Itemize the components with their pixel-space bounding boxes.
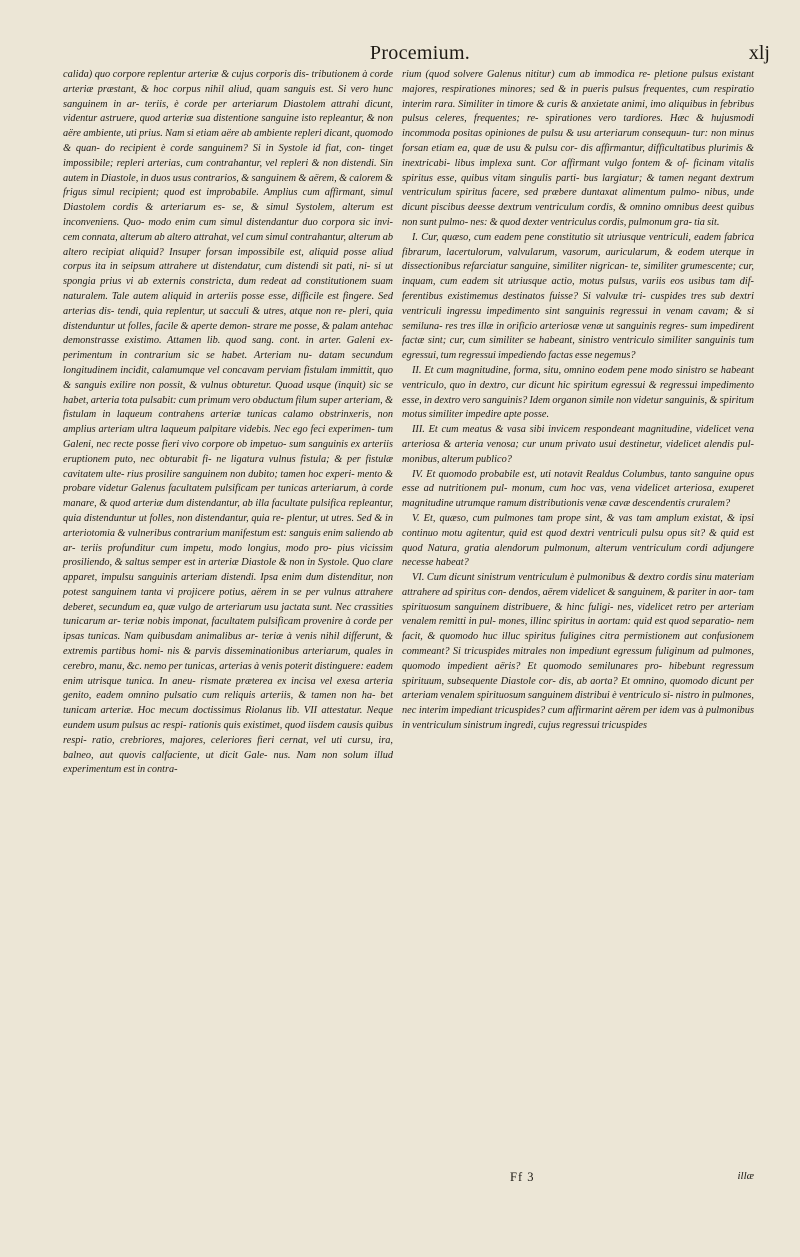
right-column-paragraph: II. Et cum magnitudine, forma, situ, omnino eodem pene modo sinistro se habeant ventriculo, quo in dextro, cur dicunt hic spiritum egressui & regressui impedimento esse, in dextro vero sanguinis? Idem organon simile non videtur sanguinis, & spiritum motus similiter impedire apte posse. xyxy=(402,364,754,421)
page-footer xyxy=(402,1170,754,1188)
right-column-paragraph: V. Et, quæso, cum pulmones tam prope sint, & vas tam amplum existat, & ipsi continuo motu agitentur, quid est quod dextri ventriculi pulsu opus sit? & quid est quod Natura, gratia alendorum pulmonum, alterum ventriculum cordi adjungere necesse habeat? xyxy=(402,512,754,569)
left-column xyxy=(63,68,393,778)
right-column-paragraph: VI. Cum dicunt sinistrum ventriculum è pulmonibus & dextro cordis sinu materiam attrahere ad spiritus con- dendos, aërem videlicet & sanguinem, & pariter in aor- tam spirituosum sanguinem distribuere, & hinc fuligi- nes, videlicet retro per arteriam venalem remitti in pul- mones, illinc spiritus in aortam: quid est quod separatio- nem facit, & quomodo huc illuc spiritus fuligines citra permistionem aut confusionem commeant? Si tricuspides mitrales non impediunt egressum fuliginum ad pulmones, quomodo impedient aëris? Et quomodo semilunares pro- hibebunt regressum spirituum, subsequente Diastole cor- dis, ab aorta? Et omnino, quomodo dicunt per arteriam venalem spirituosum sanguinem distribui è ventriculo si- nistro in pulmones, nec interim impediant tricuspides? cum affirmarint aërem per idem vas à pulmonibus in ventriculum sinistrum ingredi, cujus regressui tricuspides xyxy=(402,572,754,732)
right-column-paragraph: I. Cur, quæso, cum eadem pene constitutio sit utriusque ventriculi, eadem fabrica fibrarum, lacertulorum, valvularum, vasorum, auricularum, & eodem uterque in dissectionibus refarciatur sanguine, similiter nigrican- te, similiter grumescente; cur, inquam, cum eadem sit utriusque actio, motus pulsus, variis eos usibus tam dif- ferentibus existimemus destinatos fuisse? Si valvulæ tri- cuspides tres sub dextri ventriculi ingressu impedimento sint sanguinis regressui in venam cavam; & si semiluna- res tres illæ in orificio arteriosæ venæ ut sanguinis regres- sum impedirent factæ sint; cur, cum similiter se habeant, sinistro ventriculo similiter sanguinis tum egressui, tum regressui impediendo factas esse negemus? xyxy=(402,231,754,362)
right-column xyxy=(402,68,754,734)
page-header xyxy=(70,42,770,64)
running-title: Procemium. xyxy=(369,42,471,64)
right-column-paragraph: IV. Et quomodo probabile est, uti notavit Realdus Columbus, tanto sanguine opus esse ad nutritionem pul- monum, cum hoc vas, vena videlicet arteriosa, exuperet magnitudine utrumque ramum distributionis venæ cavæ descendentis cruralem? xyxy=(402,468,754,510)
right-column-paragraph: rium (quod solvere Galenus nititur) cum ab immodica re- pletione pulsus existant majores, respirationes minores; sed & in pueris pulsus frequentes, cum respiratio interim rara. Similiter in timore & curis & anxietate animi, imo aliquibus in febribus pulsus celeres, frequentes; re- spirationes vero tardiores. Hæc & hujusmodi incommoda positas opiniones de pulsu & usu arteriarum consequun- tur: non minus forsan etiam ea, quæ de usu & pulsu cor- dis affirmantur, difficultatibus plurimis & inextricabi- libus implexa sunt. Cor affirmant vulgo fontem & of- ficinam vitalis spiritus esse, quibus vitam singulis parti- bus largiatur; & tamen negant dextrum ventriculum spiritus facere, sed præbere duntaxat alimentum pulmo- nibus, unde dicunt piscibus deesse dextrum ventriculum cordis, & omnino omnibus deest quibus non sunt pulmo- nes: & quod dexter ventriculus cordis, pulmonum gra- tia sit. xyxy=(402,69,754,228)
right-column-paragraph: III. Et cum meatus & vasa sibi invicem respondeant magnitudine, videlicet vena arteriosa & arteria venosa; cur unum privato usui destinetur, videlicet alendis pul- monibus, alterum publico? xyxy=(402,424,754,465)
signature-mark: Ff 3 xyxy=(510,1170,535,1184)
page-number: xlj xyxy=(748,42,770,64)
left-column-paragraph: calida) quo corpore replentur arteriæ & cujus corporis dis- tributionem à corde arteriæ præstant, & hoc corpus nihil aliud, quam sanguis est. Si vero hunc sanguinem in ar- teriis, è corde per arteriarum Diastolem attrahi dicunt, videntur astruere, quod arteriæ sua distentione sanguine isto repleantur, & non aëre ambiente, uti prius. Nam si etiam aëre ab ambiente repleri dicant, quomodo & quan- do recipient è corde sanguinem? Si in Systole id fiat, con- tinget impossibile; repleri arterias, cum contrahantur, vel repleri & non distendi. Sin autem in Diastole, in duos usus contrarios, & sanguinem & aërem, & calorem & frigus simul recipient; quod est improbabile. Amplius cum affirmant, simul Diastolem cordis & arteriarum es- se, & simul Systolem, alterum est inconveniens. Quo- modo enim cum simul distendantur duo corpora sic invi- cem connata, alterum ab altero attrahat, vel cum simul contrahantur, alterum ab altero recipiat aliquid? Insuper forsan impossibile est, aliquid posse aliud corpus ita in seipsum attrahere ut distendatur, cum distendi sit pati, ni- si ut spongia prius vi ab externis constricta, dum redeat ad constitutionem suam naturalem. Tale autem aliquid in arteriis posse esse, difficile est fingere. Sed arterias dis- tendi, quia replentur, ut sacculi & utres, atque non re- pleri, quia distenduntur ut folles, facile & aperte demon- strare me posse, & palam antehac demonstrasse existimo. Attamen lib. quod sang. cont. in arter. Galeni ex- perimentum in contrarium sic se habet. Arteriam nu- datam secundum longitudinem incidit, calamumque vel concavam perviam fistulam immittit, quo & sanguis exilire non possit, & vulnus obturetur. Quoad usque (inquit) sic se habet, arteria tota pulsabit: cum primum vero obductum filum super arteriam, & fistulam in laqueum contrahens arteriæ tunicas calamo obstrinxeris, non amplius arteriam ultra laqueum palpitare videbis. Nec ego feci experimen- tum Galeni, nec recte posse fieri vivo corpore ob impetuo- sum sanguinis ex arteriis eruptionem puto, nec obturabit fi- ne ligatura vulnus fistula; & per fistulæ cavitatem ulte- rius prosilire sanguinem non dubito; tamen hoc experi- mento & probare videtur Galenus facultatem pulsificam per tunicas arteriarum, à corde manare, & quod arteriæ dum distendantur, ab illa facultate pulsifica repleantur, quia distenduntur ut folles, non distendantur, quia re- plentur, ut utres. Sed & in arteriotomia & vulneribus contrarium manifestum est: sanguis enim saliendo ab ar- teriis profunditur cum impetu, modo longius, modo pro- pius vicissim prosiliendo, & saltus semper est in arteriæ Diastole & non in Systole. Quo clare apparet, impulsu sanguinis arteriam distendi. Ipsa enim dum distenditur, non potest sanguinem tanta vi projicere potius, aërem in se per vulnus attrahere deberet, secundum ea, quæ vulgo de arteriarum usu jactata sunt. Nec crassities tunicarum ar- teriæ nobis imponat, facultatem pulsificam provenire à corde per ipsas tunicas. Nam quibusdam animalibus ar- teriæ à venis nihil differunt, & extremis partibus homi- nis & parvis disseminationibus arteriarum, quales in cerebro, manu, &c. nemo per tunicas, arterias à venis poterit distinguere: eadem enim utrisque tunica. In aneu- rismate præterea ex incisa vel exesa arteria genito, eadem omnino pulsatio cum reliquis arteriis, & tamen non ha- bet tunicam arteriæ. Hoc mecum doctissimus Riolanus lib. VII attestatur. Neque eundem usum pulsus ac respi- rationis quis existimet, quod iisdem causis quibus respi- ratio, crebriores, majores, celeriores fieri cernat, vel uti cursu, ira, balneo, aut quovis calfaciente, ut dicit Gale- nus. Nam non solum illud experimentum est in contra- xyxy=(63,69,393,776)
catchword: illæ xyxy=(737,1170,754,1182)
